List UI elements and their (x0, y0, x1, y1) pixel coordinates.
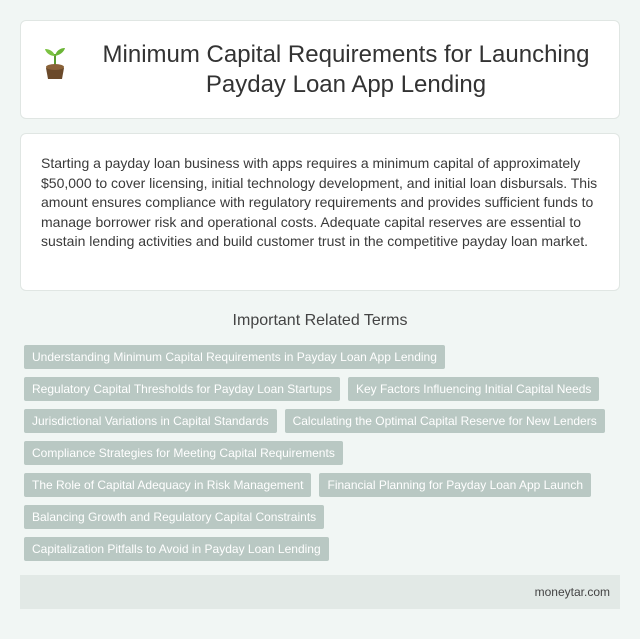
related-terms-heading: Important Related Terms (232, 312, 408, 329)
title-card (20, 20, 620, 119)
description-card (20, 133, 620, 291)
footer (20, 575, 620, 609)
page-title: Minimum Capital Requirements for Launching Payday Loan App Lending (102, 40, 590, 98)
related-term-tag[interactable]: Financial Planning for Payday Loan App Launch (319, 473, 591, 497)
related-term-tag[interactable]: Understanding Minimum Capital Requirements in Payday Loan App Lending (24, 345, 445, 369)
related-term-tag[interactable]: Balancing Growth and Regulatory Capital Constraints (24, 505, 324, 529)
description-text: Starting a payday loan business with apps requires a minimum capital of approximately $50,000 to cover licensing, initial technology development, and initial loan disbursals. This amount ensures compliance with regulatory requirements and provides sufficient funds to manage borrower risk and operational costs. Adequate capital reserves are essential to sustain lending activities and build customer trust in the competitive payday loan market. (41, 155, 598, 249)
related-term-tag[interactable]: Jurisdictional Variations in Capital Standards (24, 409, 277, 433)
sprout-icon (40, 46, 70, 80)
related-term-tag[interactable]: Capitalization Pitfalls to Avoid in Payday Loan Lending (24, 537, 329, 561)
related-term-tag[interactable]: Compliance Strategies for Meeting Capital Requirements (24, 441, 343, 465)
related-term-tag[interactable]: Regulatory Capital Thresholds for Payday Loan Startups (24, 377, 340, 401)
related-terms-list (24, 345, 620, 561)
title-wrap (40, 40, 600, 100)
related-term-tag[interactable]: Key Factors Influencing Initial Capital Needs (348, 377, 599, 401)
footer-site-link[interactable]: moneytar.com (534, 585, 610, 599)
related-term-tag[interactable]: Calculating the Optimal Capital Reserve for New Lenders (285, 409, 605, 433)
related-term-tag[interactable]: The Role of Capital Adequacy in Risk Management (24, 473, 311, 497)
